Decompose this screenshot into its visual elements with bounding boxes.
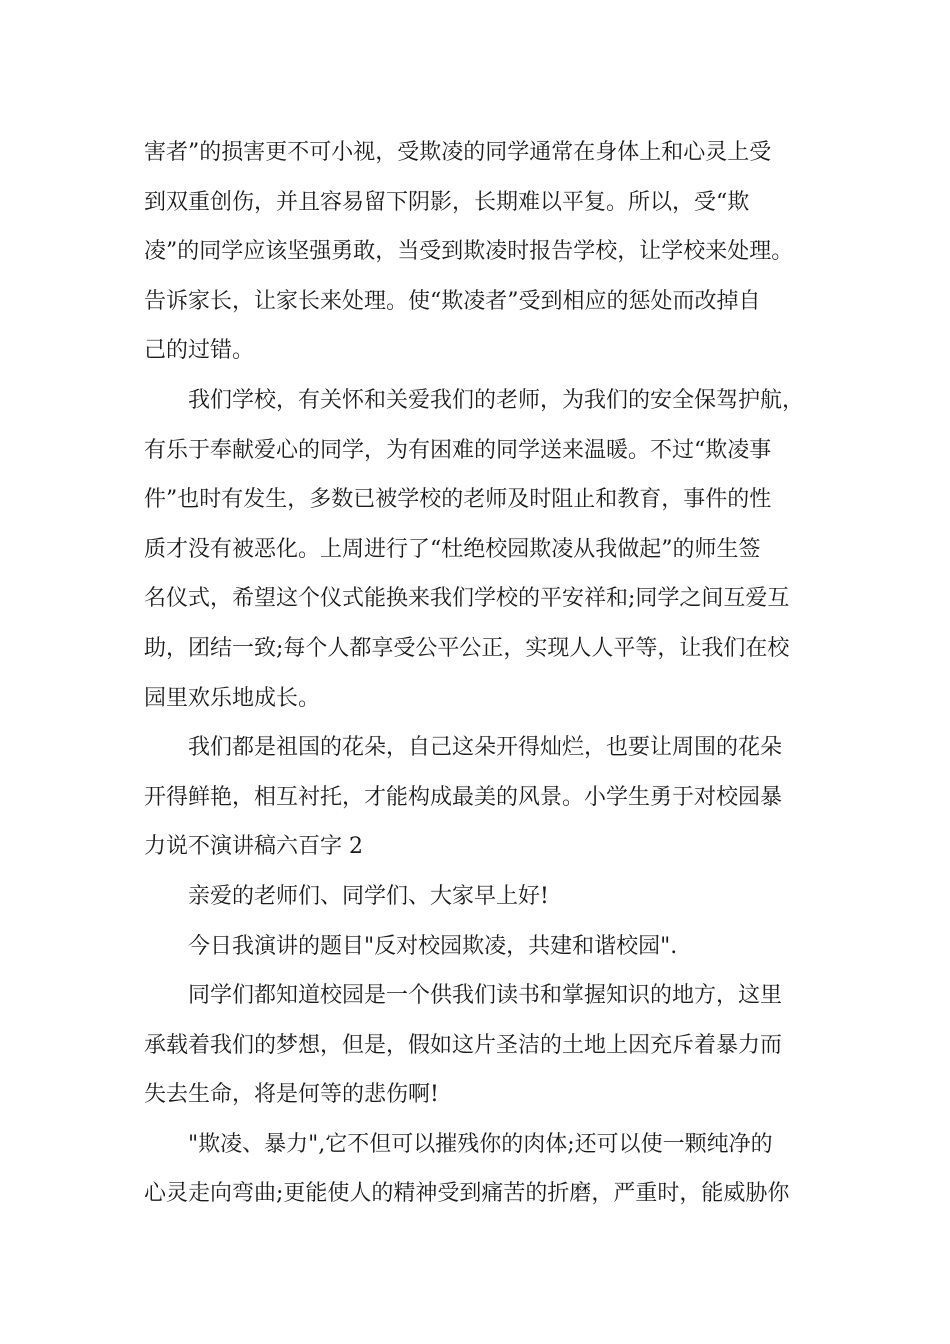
text-line: 开得鲜艳，相互衬托，才能构成最美的风景。小学生勇于对校园暴 xyxy=(144,784,783,810)
text-line: 我们学校，有关怀和关爱我们的老师，为我们的安全保驾护航， xyxy=(188,387,805,413)
text-line: 有乐于奉献爱心的同学，为有困难的同学送来温暖。不过“欺凌事 xyxy=(144,437,772,463)
text-line: 害者”的损害更不可小视，受欺凌的同学通常在身体上和心灵上受 xyxy=(144,140,772,165)
text-line: 亲爱的老师们、同学们、大家早上好! xyxy=(188,883,549,909)
text-line: 到双重创伤，并且容易留下阴影，长期难以平复。所以，受“欺 xyxy=(144,189,750,215)
text-line: 凌”的同学应该坚强勇敢，当受到欺凌时报告学校，让学校来处理。 xyxy=(144,239,794,265)
text-line: 质才没有被恶化。上周进行了“杜绝校园欺凌从我做起”的师生签 xyxy=(144,536,761,562)
text-line: "欺凌、暴力",它不但可以摧残你的肉体;还可以使一颗纯净的 xyxy=(188,1131,773,1157)
text-line: 件”也时有发生，多数已被学校的老师及时阻止和教育，事件的性 xyxy=(144,487,772,513)
text-line: 失去生命，将是何等的悲伤啊! xyxy=(144,1082,439,1108)
text-line: 承载着我们的梦想，但是，假如这片圣洁的土地上因充斥着暴力而 xyxy=(144,1032,783,1058)
text-line: 告诉家长，让家长来处理。使“欺凌者”受到相应的惩处而改掉自 xyxy=(144,288,761,314)
text-line: 园里欢乐地成长。 xyxy=(144,685,321,711)
text-line: 心灵走向弯曲;更能使人的精神受到痛苦的折磨，严重时，能威胁你 xyxy=(144,1181,790,1207)
text-line: 同学们都知道校园是一个供我们读书和掌握知识的地方，这里 xyxy=(188,983,783,1009)
text-line: 助，团结一致;每个人都享受公平公正，实现人人平等，让我们在校 xyxy=(144,635,790,661)
text-line: 今日我演讲的题目"反对校园欺凌，共建和谐校园". xyxy=(188,933,678,959)
text-line: 己的过错。 xyxy=(144,338,255,364)
text-line: 力说不演讲稿六百字 2 xyxy=(144,834,363,860)
text-line: 名仪式，希望这个仪式能换来我们学校的平安祥和;同学之间互爱互 xyxy=(144,586,790,612)
document-body xyxy=(144,128,824,1219)
text-line: 我们都是祖国的花朵，自己这朵开得灿烂，也要让周围的花朵 xyxy=(188,735,783,761)
